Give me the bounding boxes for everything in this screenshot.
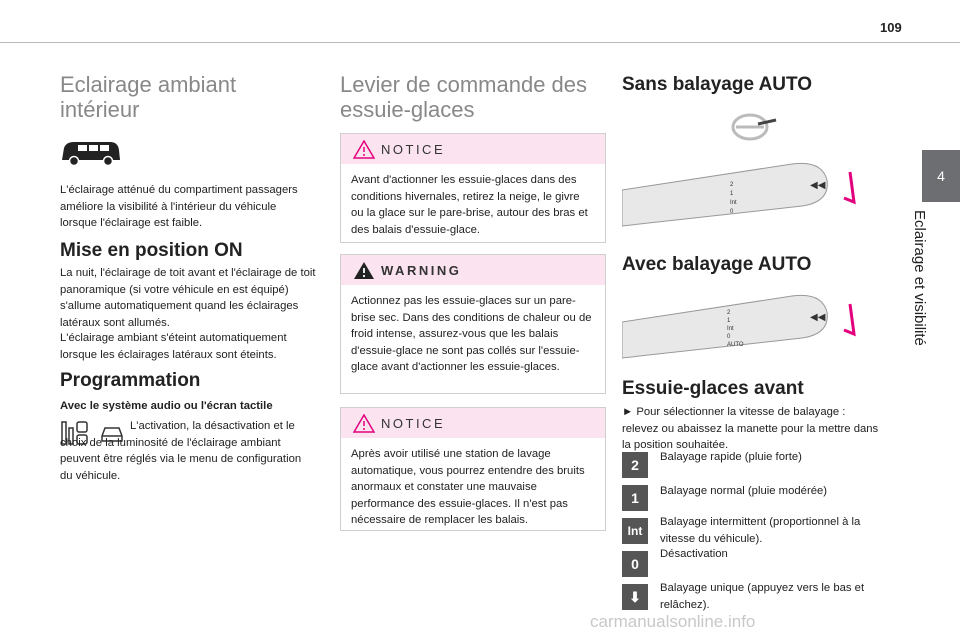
stalk-label: Int (730, 200, 737, 206)
steering-wheel-icon (728, 112, 778, 142)
notice-title-1: NOTICE (381, 142, 446, 157)
heading-programmation: Programmation (60, 370, 201, 391)
notice-header-2 (341, 408, 605, 438)
mode-desc-off: Désactivation (660, 548, 728, 560)
heading-front-wipers: Essuie-glaces avant (622, 378, 804, 399)
notice-text-2: Après avoir utilisé une station de lavage automatique, vous pourrez entendre des bruits anormaux et constater une mauvaise performance des essuie-glaces. Il n'est pas nécessaire de remplacer les balais. (351, 448, 585, 526)
section-heading-wiper-stalk: Levier de commande des essuie-glaces (340, 72, 588, 122)
stalk-label: Int (727, 326, 734, 332)
notice-box-1 (340, 133, 606, 243)
notice-header-1 (341, 134, 605, 164)
warning-box (340, 254, 606, 394)
mode-desc-normal: Balayage normal (pluie modérée) (660, 485, 828, 497)
single-wipe-icon: ⬇ (622, 584, 648, 610)
page-number: 109 (880, 20, 902, 35)
front-wipers-intro: ► Pour sélectionner la vitesse de balayage : relevez ou abaissez la manette pour la mettre dans la position souhaitée. (622, 406, 879, 451)
warning-title: WARNING (381, 263, 462, 278)
stalk-label: AUTO (727, 342, 744, 348)
notice-text-1: Avant d'actionner les essuie-glaces dans des conditions hivernales, retirez la neige, le givre ou la glace sur le pare-brise, autour des bras et des balais d'essuie-glace. (351, 174, 588, 236)
mise-text-1: La nuit, l'éclairage de toit avant et l'éclairage de toit panoramique (si votre véhicule en est équipé) s'allume automatiquement quand les éclairages latéraux sont allumés. (60, 267, 316, 329)
stalk-label: 1 (727, 318, 731, 324)
intermittent-icon: Int (622, 518, 648, 544)
speed-2-icon: 2 (622, 452, 648, 478)
warning-triangle-icon (353, 140, 375, 159)
warning-triangle-icon (353, 261, 375, 280)
mode-desc-fast: Balayage rapide (pluie forte) (660, 451, 802, 463)
wiper-stalk-illustration-2 (622, 292, 862, 362)
notice-title-2: NOTICE (381, 416, 446, 431)
rear-wiper-arrow-icon: ◀◀ (810, 180, 826, 191)
warning-text: Actionnez pas les essuie-glaces sur un pare-brise sec. Dans des conditions de chaleur ou de froid intense, assurez-vous que les balais d'essuie-glace ne sont pas collés sur l'essuie-glace avant d'actionner les essuie-glaces. (351, 295, 592, 373)
mode-desc-single: Balayage unique (appuyez vers le bas et relâchez). (660, 582, 865, 611)
prog-subheading: Avec le système audio ou l'écran tactile (60, 400, 273, 412)
mode-desc-intermittent: Balayage intermittent (proportionnel à la vitesse du véhicule). (660, 516, 861, 545)
mise-text-2: L'éclairage ambiant s'éteint automatiquement lorsque les éclairages latéraux sont éteints. (60, 332, 287, 361)
stalk-label: 0 (727, 334, 731, 340)
chapter-title: Eclairage et visibilité (911, 210, 928, 346)
rear-wiper-arrow-icon: ◀◀ (810, 312, 826, 323)
stalk-label: 2 (730, 182, 734, 188)
section-heading-ambient: Eclairage ambiant intérieur (60, 72, 237, 122)
speed-1-icon: 1 (622, 485, 648, 511)
header-divider (0, 42, 960, 43)
warning-header (341, 255, 605, 285)
warning-triangle-icon (353, 414, 375, 433)
heading-avec-auto: Avec balayage AUTO (622, 254, 812, 275)
wiper-stalk-illustration-1 (622, 160, 862, 230)
ambient-intro: L'éclairage atténué du compartiment passagers améliore la visibilité à l'intérieur du véhicule lorsque l'éclairage est faible. (60, 184, 298, 229)
stalk-label: 2 (727, 310, 731, 316)
off-icon: 0 (622, 551, 648, 577)
chapter-tab[interactable]: 4 (922, 150, 960, 202)
watermark: carmanualsonline.info (590, 612, 756, 631)
heading-mise-en-position: Mise en position ON (60, 240, 243, 261)
stalk-label: 0 (730, 209, 734, 215)
prog-text: L'activation, la désactivation et le choix de la luminosité de l'éclairage ambiant peuvent être réglés via le menu de configuration du véhicule. (60, 420, 302, 482)
stalk-label: 1 (730, 191, 734, 197)
notice-box-2 (340, 407, 606, 531)
heading-sans-auto: Sans balayage AUTO (622, 74, 813, 95)
van-icon (58, 138, 122, 168)
